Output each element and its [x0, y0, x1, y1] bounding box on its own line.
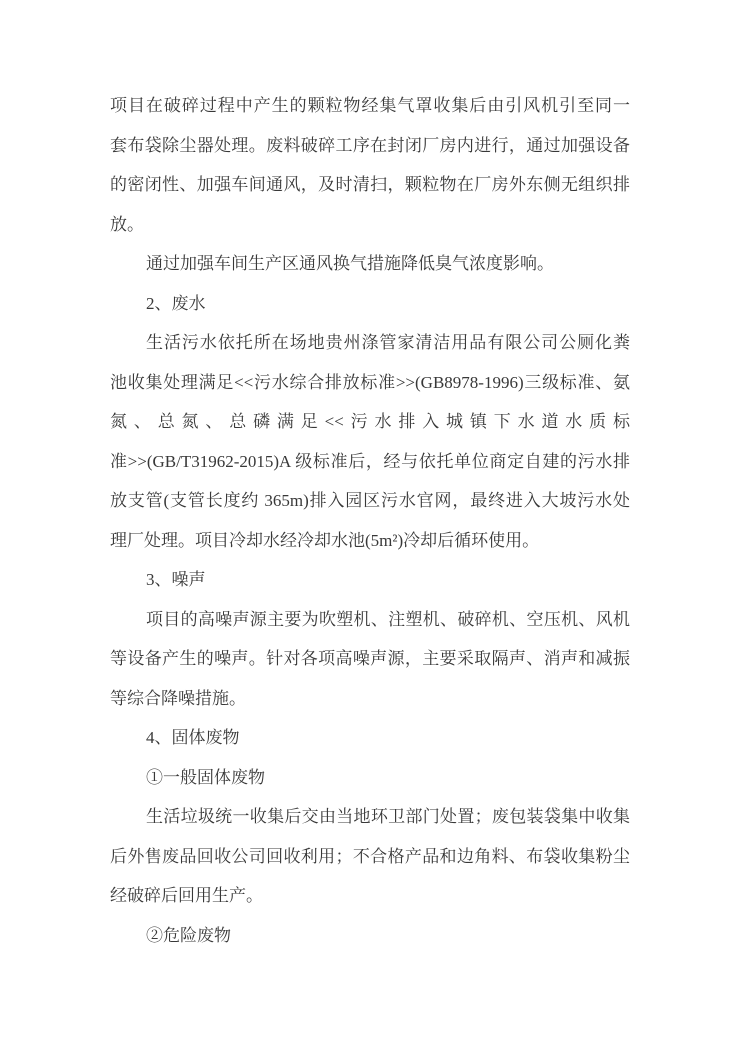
doc-line: 准>>(GB/T31962-2015)A 级标准后，经与依托单位商定自建的污水排	[110, 451, 630, 471]
doc-line: 后外售废品回收公司回收利用；不合格产品和边角料、布袋收集粉尘	[110, 846, 630, 866]
doc-line: 生活垃圾统一收集后交由当地环卫部门处置；废包装袋集中收集	[146, 807, 630, 826]
heading-hazardous-waste	[110, 916, 630, 956]
doc-line: 生活污水依托所在场地贵州涤管家清洁用品有限公司公厕化粪	[146, 333, 630, 352]
doc-heading-line: ①一般固体废物	[146, 767, 265, 787]
doc-line: 理厂处理。项目冷却水经冷却水池(5m²)冷却后循环使用。	[110, 530, 540, 550]
paragraph-wastewater-treatment	[110, 323, 630, 560]
doc-heading-line: 4、固体废物	[146, 728, 240, 747]
doc-line: 项目的高噪声源主要为吹塑机、注塑机、破碎机、空压机、风机	[146, 609, 630, 629]
doc-heading-line: ②危险废物	[146, 925, 231, 945]
doc-line: 通过加强车间生产区通风换气措施降低臭气浓度影响。	[146, 254, 554, 273]
doc-line: 池收集处理满足<<污水综合排放标准>>(GB8978-1996)三级标准、氨	[110, 372, 630, 392]
doc-heading-line: 3、噪声	[146, 570, 206, 589]
heading-solid-waste	[110, 718, 630, 758]
document-text-block	[110, 86, 630, 955]
doc-line: 的密闭性、加强车间通风，及时清扫，颗粒物在厂房外东侧无组织排	[110, 175, 630, 194]
doc-heading-line: 2、废水	[146, 293, 206, 313]
paragraph-particulate-treatment	[110, 86, 630, 244]
doc-line: 项目在破碎过程中产生的颗粒物经集气罩收集后由引风机引至同一	[110, 96, 630, 115]
doc-line: 等综合降噪措施。	[110, 688, 246, 708]
paragraph-general-solid-waste	[110, 797, 630, 916]
paragraph-noise-measures	[110, 600, 630, 719]
heading-wastewater	[110, 284, 630, 324]
heading-noise	[110, 560, 630, 600]
doc-line: 经破碎后回用生产。	[110, 886, 263, 905]
heading-general-solid-waste	[110, 758, 630, 798]
doc-line: 放。	[110, 214, 144, 234]
doc-line: 放支管(支管长度约 365m)排入园区污水官网，最终进入大坡污水处	[110, 491, 630, 510]
paragraph-odor-measures	[110, 244, 630, 284]
doc-line: 套布袋除尘器处理。废料破碎工序在封闭厂房内进行，通过加强设备	[110, 135, 630, 155]
doc-line: 氮、总氮、总磷满足<<污水排入城镇下水道水质标	[110, 412, 630, 431]
doc-line: 等设备产生的噪声。针对各项高噪声源，主要采取隔声、消声和减振	[110, 649, 630, 668]
